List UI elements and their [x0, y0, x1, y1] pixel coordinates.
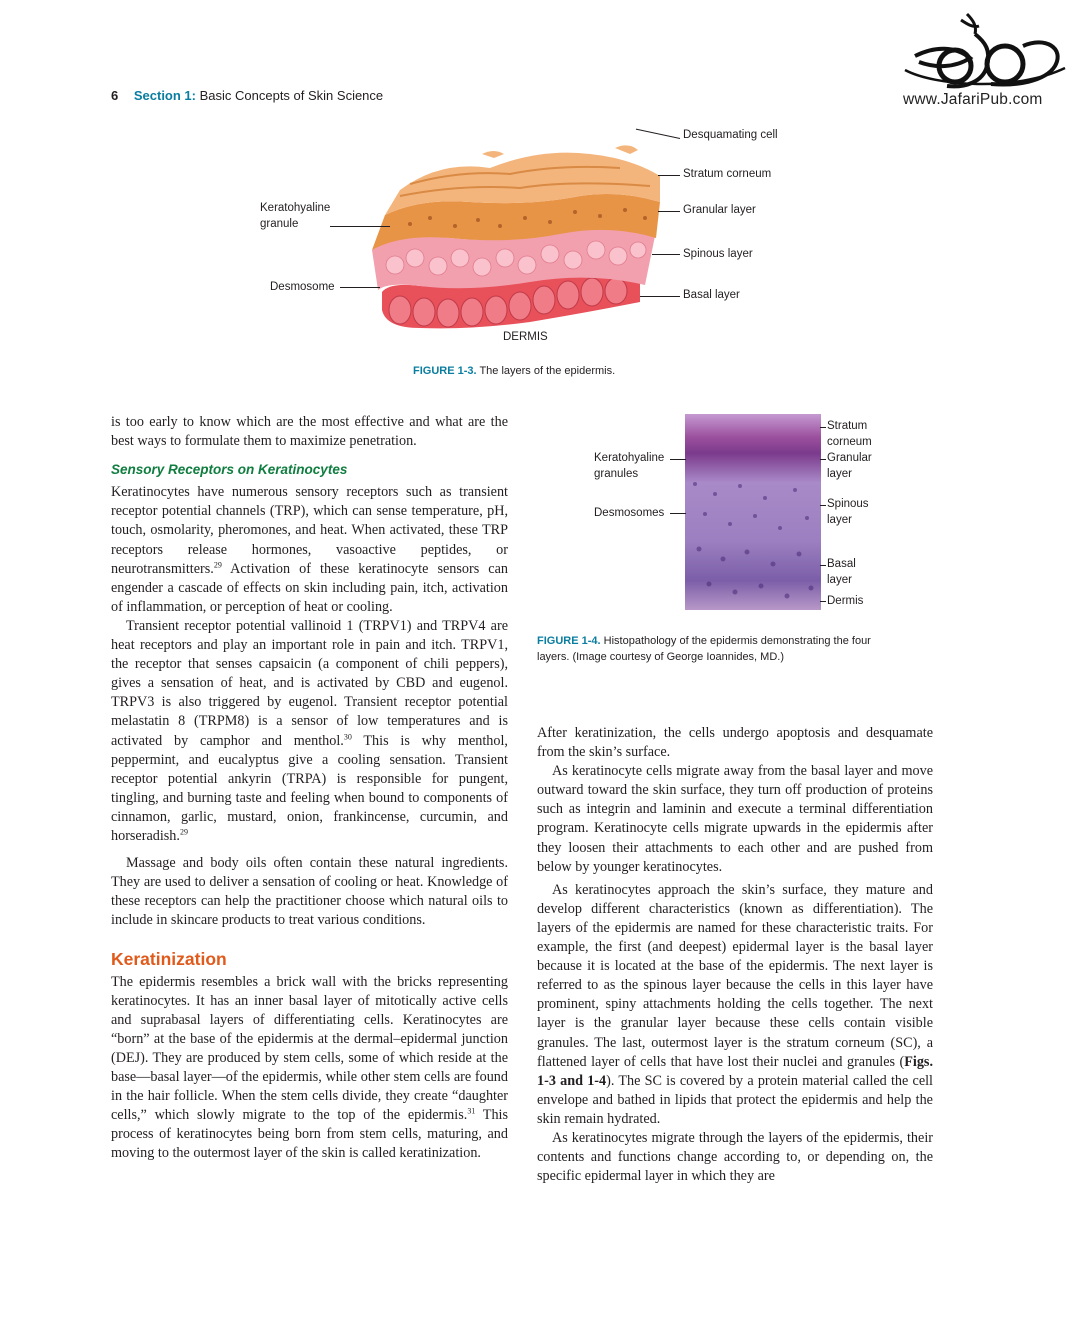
running-header — [111, 88, 383, 103]
paragraph: As keratinocytes approach the skin’s surface, they mature and develop different characteristics (known as differentiation). The layers of the epidermis are named for these characteristic traits. For example, the first (and deepest) epidermal layer is the basal layer because it is located at the base of the epidermis. The next layer is referred to as the spinous layer because the cells in this layer have prominent, spiny attachments holding the cells together. The next layer is the granular layer because these cells contain visible granules. The last, outermost layer is the stratum corneum (SC), a flattened layer of cells that have lost their nuclei and granules (Figs. 1-3 and 1-4). The SC is covered by a protein material called the cell envelope and bathed in lipids that protect the epidermis and help the skin remain hydrated. — [537, 881, 933, 1127]
leader-line — [820, 427, 826, 428]
leader-line — [658, 211, 680, 212]
leader-line — [820, 601, 826, 602]
label-spinous-layer-word: layer — [827, 514, 852, 526]
leader-line — [820, 459, 826, 460]
label-desquamating-cell: Desquamating cell — [683, 129, 778, 141]
paragraph: is too early to know which are the most effective and what are the best ways to formulate them to maximize penetration. — [111, 414, 508, 450]
paragraph: As keratinocyte cells migrate away from the basal layer and move outward toward the skin surface, they turn off production of proteins such as integrin and laminin and execute a terminal differentiation program. Keratinocyte cells migrate upwards in the epidermis after they loosen their attachments to each other and are pushed from below by younger keratinocytes. — [537, 763, 933, 875]
leader-line — [652, 254, 680, 255]
paragraph: As keratinocytes migrate through the layers of the epidermis, their contents and functions change according to, or depending on, the specific epidermal layer in which they are — [537, 1129, 933, 1185]
label-granular-layer-word: layer — [827, 468, 852, 480]
leader-line — [340, 287, 380, 288]
label-stratum-corneum: Stratum corneum — [683, 168, 772, 180]
leader-line — [820, 505, 826, 506]
section-label: Section 1: — [133, 88, 196, 103]
label-desmosome: Desmosome — [270, 281, 335, 293]
publisher-url: www.JafariPub.com — [903, 91, 1043, 108]
paragraph: The epidermis resembles a brick wall with the bricks representing keratinocytes. It has an inner basal layer of mitotically active cells and suprabasal layers of differentiating cells. Keratinocytes are “born” at the base of the epidermis at the dermal–epidermal junction (DEJ). They are produced by stem cells, some of which reside at the base—basal layer—of the epidermis, while other stem cells are found in the hair follicle. When the stem cells divide, they create “daughter cells,” which slowly migrate to the top of the epidermis.$^{31}$ This process of keratinocytes being born from stem cells, maturing, and moving to the outermost layer of the skin is called keratinization. — [111, 973, 508, 1162]
page-number: 6 — [111, 88, 119, 103]
label-spinous-layer: Spinous layer — [683, 248, 753, 260]
label-dermis-histo: Dermis — [827, 595, 864, 607]
caption-label: FIGURE 1-3. — [413, 365, 477, 377]
paragraph: After keratinization, the cells undergo apoptosis and desquamate from the skin’s surface. — [537, 725, 933, 761]
figure-caption-1-3 — [413, 365, 615, 377]
label-granule: granule — [260, 218, 299, 230]
label-basal-layer: Basal layer — [683, 289, 740, 301]
label-basal-layer-word: layer — [827, 574, 852, 586]
leader-line — [820, 565, 826, 566]
figure-caption-1-4 — [537, 633, 927, 665]
label-desmosomes: Desmosomes — [594, 507, 665, 519]
label-stratum: Stratum — [827, 420, 868, 432]
paragraph: Transient receptor potential vallinoid 1 (TRPV1) and TRPV4 are heat receptors and play an important role in pain and itch. TRPV1, the receptor that senses capsaicin (a component of chili peppers), gives a sensation of heat, and is activated by CBD and eugenol. TRPV3 is also triggered by eugenol. Transient receptor potential melastatin 8 (TRPM8) is a sensor of low temperatures and is activated by camphor and menthol.$^{30}$ This is why menthol, peppermint, and eucalyptus give a cooling sensation. Transient receptor potential ankyrin (TRPA) is responsible for pungent, tingling, and burning taste and feeling when bound to components of cinnamon, garlic, mustard, onion, frankincense, curcumin, and horseradish.$^{29}$ — [111, 617, 508, 844]
histopathology-image — [685, 414, 821, 610]
leader-line — [640, 296, 680, 297]
label-basal: Basal — [827, 558, 856, 570]
heading-keratinization: Keratinization — [111, 949, 227, 970]
paragraph: Keratinocytes have numerous sensory receptors such as transient receptor potential channels (TRP), which can sense temperature, pH, touch, osmolarity, pheromones, and heat. When activated, these TRP receptors release hormones, vasoactive peptides, or neurotransmitters.$^{29}$ Activation of these keratinocyte sensors can engender a cascade of effects on skin including pain, itch, activation of inflammation, or perception of heat or cooling. — [111, 484, 508, 615]
right-column — [537, 724, 933, 1186]
label-spinous: Spinous — [827, 498, 869, 510]
label-granules: granules — [594, 468, 639, 480]
subheading-sensory-receptors: Sensory Receptors on Keratinocytes — [111, 462, 348, 478]
caption-line-1: Histopathology of the epidermis demonstrating the four — [603, 635, 871, 647]
left-column — [111, 413, 508, 1163]
caption-line-2: layers. (Image courtesy of George Ioannides, MD.) — [537, 651, 784, 663]
leader-line — [670, 513, 686, 514]
label-corneum: corneum — [827, 436, 872, 448]
label-dermis: DERMIS — [503, 331, 548, 343]
caption-label-2: FIGURE 1-4. — [537, 635, 601, 647]
leader-line — [670, 459, 686, 460]
leader-line — [330, 226, 390, 227]
leader-line — [658, 175, 680, 176]
caption-text: The layers of the epidermis. — [479, 365, 616, 377]
label-granular-layer: Granular layer — [683, 204, 756, 216]
paragraph: Massage and body oils often contain these natural ingredients. They are used to deliver a sensation of cooling or heat. Knowledge of these receptors can help the practitioner choose which natural oils to include in skincare products to treat various conditions. — [111, 855, 508, 929]
label-granular: Granular — [827, 452, 872, 464]
label-keratohyaline-histo: Keratohyaline — [594, 452, 665, 464]
label-keratohyaline: Keratohyaline — [260, 202, 331, 214]
epidermis-layers-illustration — [360, 140, 670, 340]
leader-line — [636, 129, 680, 139]
section-title: Basic Concepts of Skin Science — [199, 88, 384, 103]
